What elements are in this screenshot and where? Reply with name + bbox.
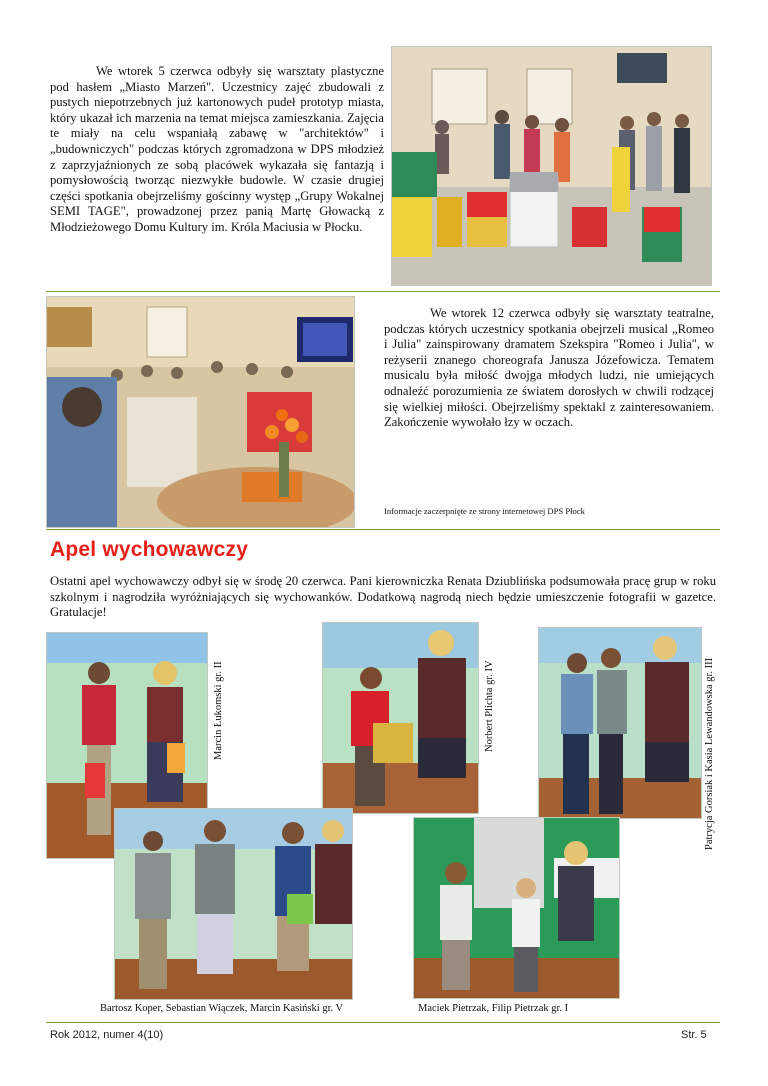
photo-cardboard-city xyxy=(391,46,712,286)
footer-page-number: Str. 5 xyxy=(681,1029,707,1041)
divider xyxy=(46,529,720,530)
photo-award-3 xyxy=(538,627,702,819)
source-note: Informacje zaczerpnięte ze strony internetowej DPS Płock xyxy=(384,506,585,516)
article-workshop-art: We wtorek 5 czerwca odbyły się warsztaty plastyczne pod hasłem „Miasto Marzeń". Uczestnicy zajęć zbudowali z pustych niepotrzebnych już kartonowych pudeł prototyp miasta, który ukazał ich marzenia na temat miejsca zamieszkania. Zajęcia te miały na celu wspaniałą zabawę w "architektów" i „budowniczych" podczas których zgromadzona w DPS młodzież z zaprzyjaźnionych ze sobą placówek wykazała się fantazją i pomysłowością tworząc niezwykłe budowle. W czasie drugiej części spotkania obejrzeliśmy gościnny występ „Grupy Wokalnej SEMI TAGE", prowadzonej przez panią Martę Głowacką z Młodzieżowego Domu Kultury im. Króla Maciusia w Płocku. xyxy=(50,64,384,234)
footer-issue: Rok 2012, numer 4(10) xyxy=(50,1029,164,1041)
caption-photo-2: Norbert Plichta gr. IV xyxy=(484,660,495,752)
photo-musical-screening xyxy=(46,296,355,528)
caption-photo-4: Bartosz Koper, Sebastian Wiączek, Marcin Kasiński gr. V xyxy=(100,1003,344,1014)
section-heading: Apel wychowawczy xyxy=(50,538,249,561)
caption-photo-5: Maciek Pietrzak, Filip Pietrzak gr. I xyxy=(418,1003,569,1014)
photo-award-2 xyxy=(322,622,479,814)
caption-photo-3: Patrycja Gorsiak i Kasia Lewandowska gr. III xyxy=(704,657,715,850)
section-intro: Ostatni apel wychowawczy odbył się w środę 20 czerwca. Pani kierowniczka Renata Dziublińska podsumowała pracę grup w roku szkolnym i nagrodziła wyróżniających się wychowanków. Dodatkową nagrodą niech będzie umieszczenie fotografii w gazetce. Gratulacje! xyxy=(50,574,716,620)
article-workshop-theatre: We wtorek 12 czerwca odbyły się warsztaty teatralne, podczas których uczestnicy spotkania obejrzeli musical „Romeo i Julia" zainspirowany dramatem Szekspira "Romeo i Julia", w reżyserii znanego choreografa Janusza Józefowicza. Tematem musicalu była miłość dwojga młodych ludzi, nie umiejących odnaleźć porozumienia ze światem dorosłych w chwili rodzącej się wielkiej miłości. Obejrzeliśmy spektakl z zainteresowaniem. Zakończenie wywołało łzy w oczach. xyxy=(384,306,714,430)
photo-award-5 xyxy=(413,817,620,999)
divider xyxy=(46,291,720,292)
footer-divider xyxy=(46,1022,720,1023)
caption-photo-1: Marcin Łukomski gr. II xyxy=(213,661,224,760)
photo-award-4 xyxy=(114,808,353,1000)
